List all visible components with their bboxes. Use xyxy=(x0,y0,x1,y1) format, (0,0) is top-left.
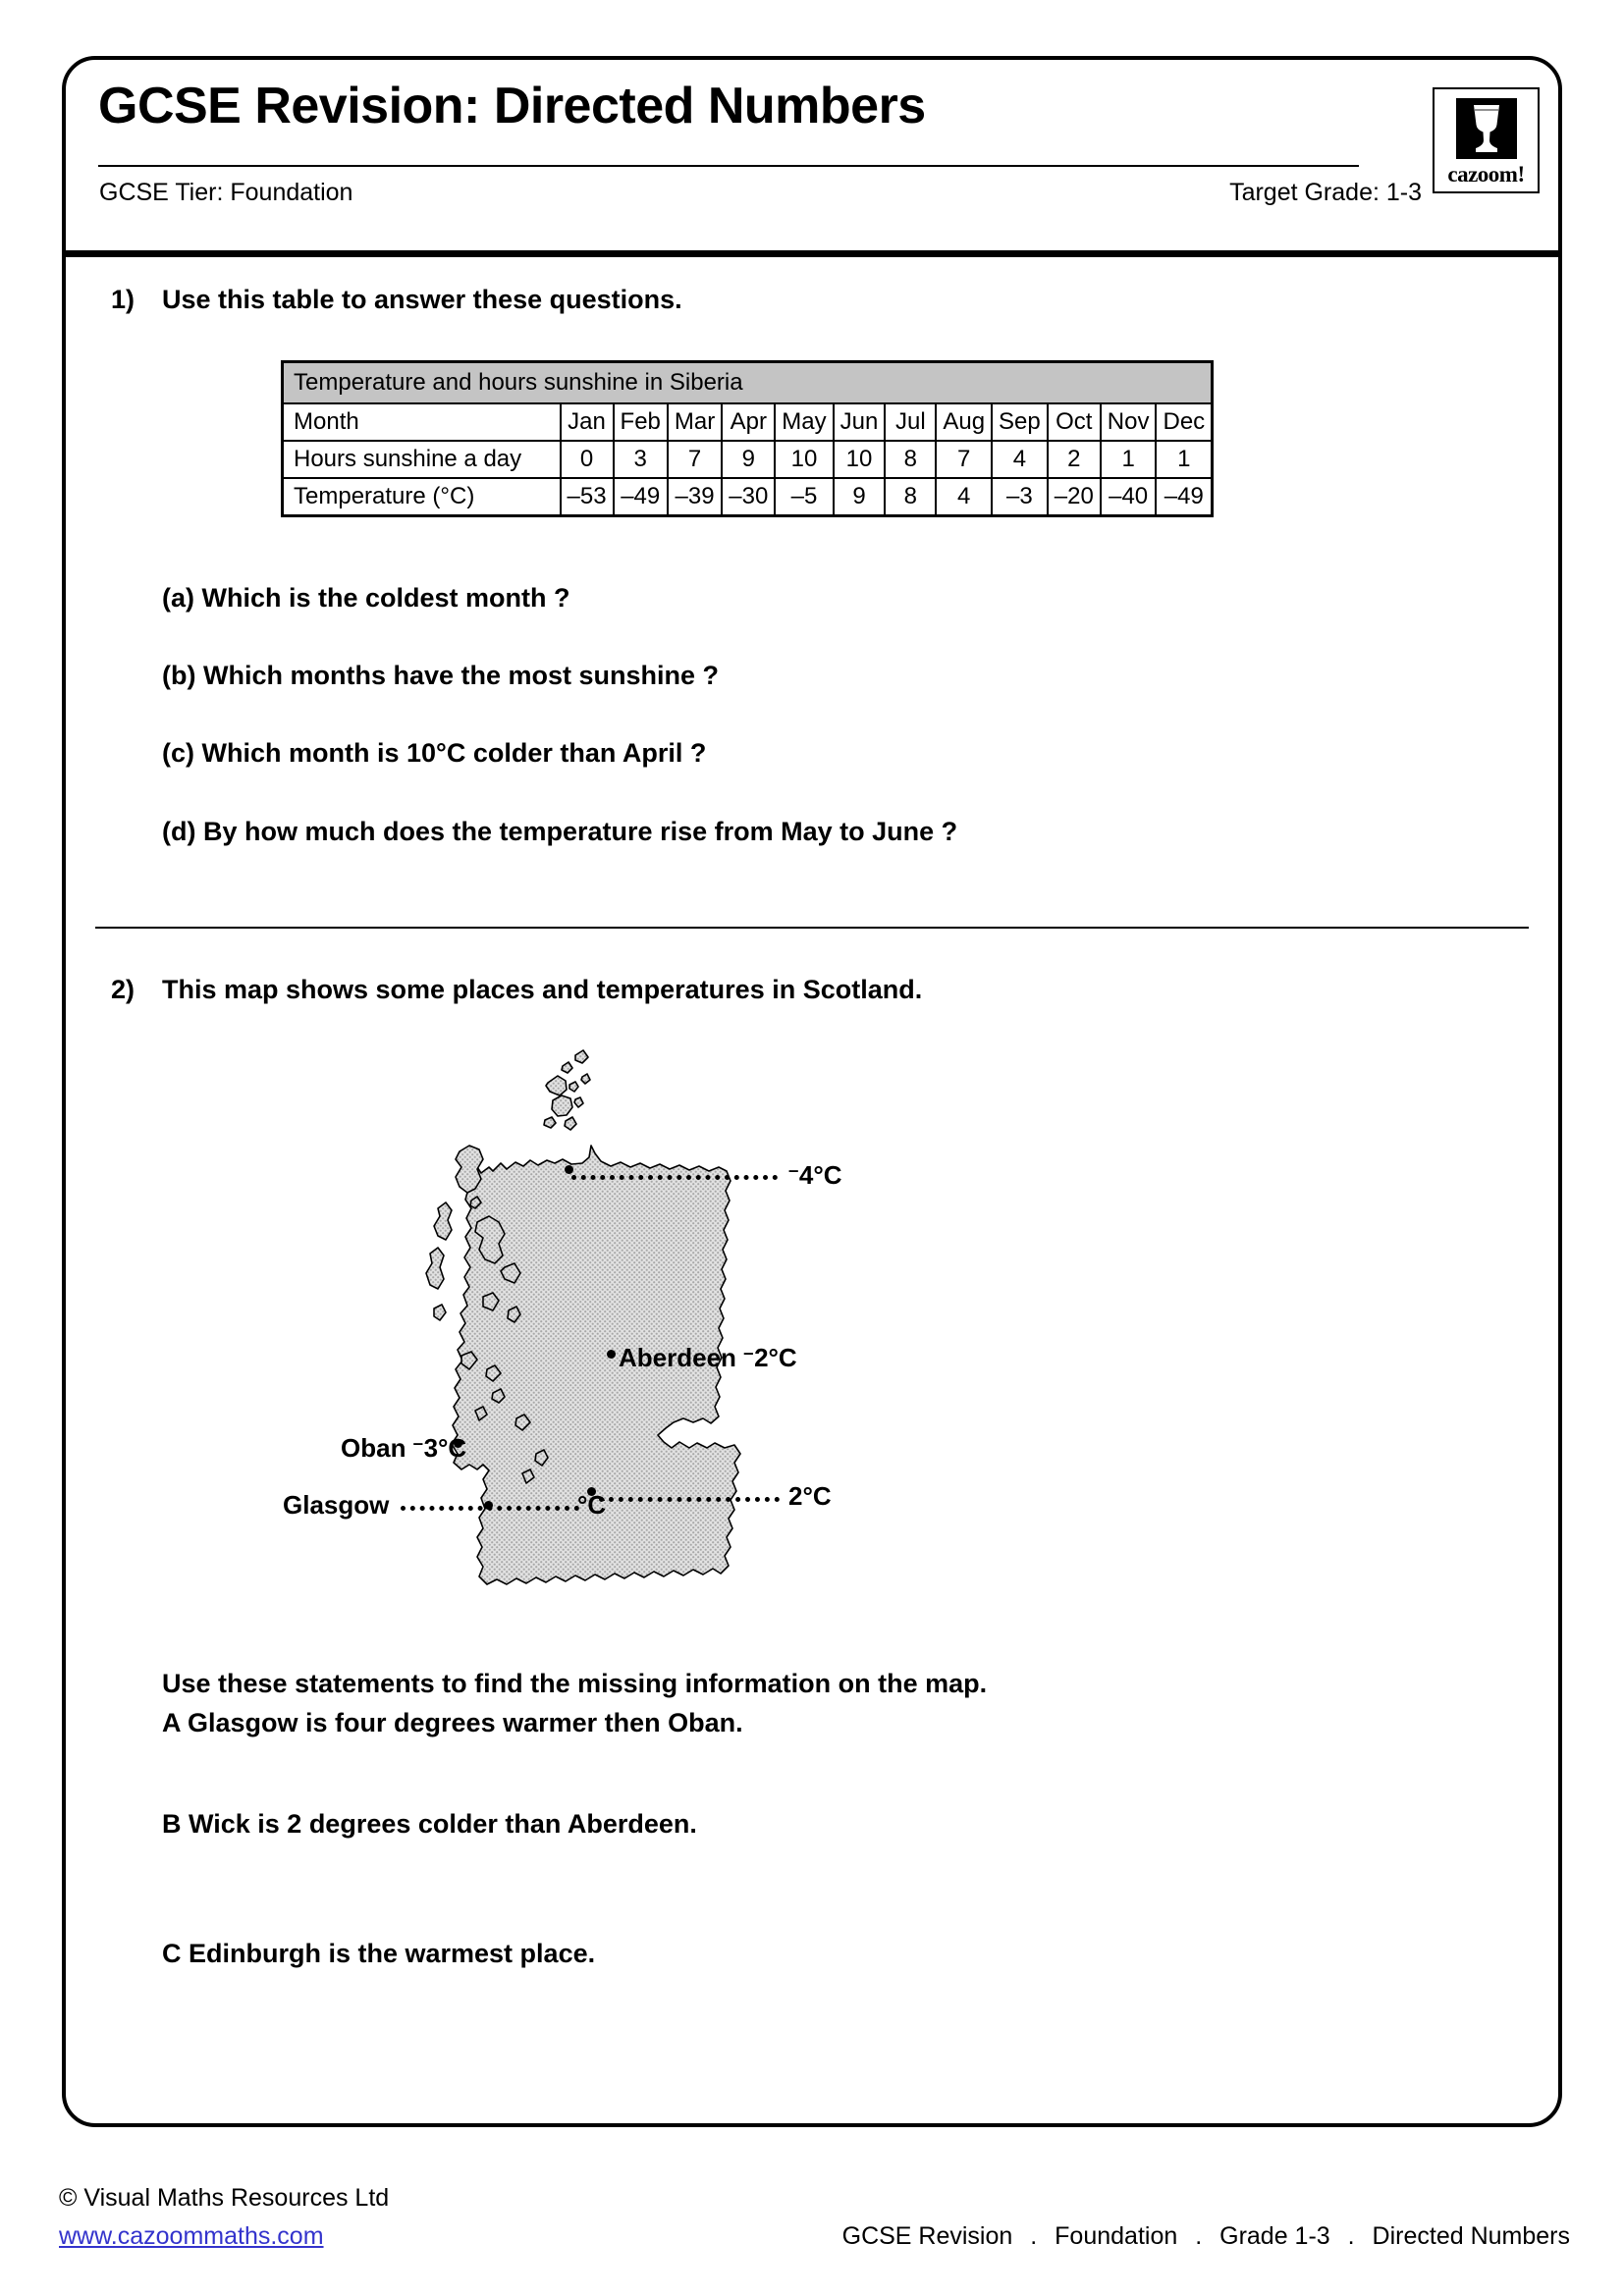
table-row xyxy=(283,403,1213,441)
question-2-number: 2) xyxy=(111,975,135,1004)
cazoom-wordmark: cazoom! xyxy=(1447,162,1525,187)
statement-b: B Wick is 2 degrees colder than Aberdeen. xyxy=(162,1809,697,1839)
month-cell: Feb xyxy=(614,403,668,441)
table-row xyxy=(283,441,1213,478)
map-temp-value: °C xyxy=(577,1490,607,1520)
temperature-cell: 8 xyxy=(885,478,936,516)
table-caption-row xyxy=(283,362,1213,403)
minus-sign: – xyxy=(788,1159,799,1180)
map-label-oban xyxy=(341,1434,466,1461)
title-divider xyxy=(98,165,1359,167)
map-place-name: Glasgow xyxy=(283,1490,390,1520)
siberia-table-container xyxy=(281,360,1214,517)
temperature-cell: –30 xyxy=(722,478,775,516)
sunshine-cell: 1 xyxy=(1156,441,1212,478)
row-label-hours-sunshine: Hours sunshine a day xyxy=(283,441,561,478)
temperature-cell: 9 xyxy=(834,478,886,516)
map-label-glasgow-unit xyxy=(577,1492,606,1518)
cazoom-logo xyxy=(1433,87,1540,193)
month-cell: Mar xyxy=(668,403,722,441)
breadcrumb-item: Directed Numbers xyxy=(1372,2222,1570,2250)
map-place-name: Oban xyxy=(341,1432,413,1463)
minus-sign: – xyxy=(412,1432,424,1453)
scotland-map-figure xyxy=(283,1026,1237,1625)
question-1-prompt: Use this table to answer these questions. xyxy=(162,285,682,314)
month-cell: Jul xyxy=(885,403,936,441)
map-label-aberdeen xyxy=(619,1344,797,1370)
breadcrumb-item: GCSE Revision xyxy=(841,2222,1013,2250)
table-row xyxy=(283,478,1213,516)
month-cell: Oct xyxy=(1048,403,1101,441)
worksheet-header xyxy=(62,56,1562,256)
map-label-edinburgh xyxy=(788,1483,832,1509)
statements-intro: Use these statements to find the missing information on the map. xyxy=(162,1669,988,1698)
sunshine-cell: 1 xyxy=(1101,441,1157,478)
section-divider xyxy=(95,927,1529,929)
siberia-data-table xyxy=(281,360,1214,517)
sunshine-cell: 2 xyxy=(1048,441,1101,478)
temperature-cell: –49 xyxy=(614,478,668,516)
sunshine-cell: 7 xyxy=(936,441,992,478)
temperature-cell: –39 xyxy=(668,478,722,516)
sunshine-cell: 10 xyxy=(834,441,886,478)
map-dot-aberdeen xyxy=(607,1350,616,1359)
sunshine-cell: 3 xyxy=(614,441,668,478)
question-1-part-a: (a) Which is the coldest month ? xyxy=(162,583,570,613)
temperature-cell: 4 xyxy=(936,478,992,516)
sunshine-cell: 8 xyxy=(885,441,936,478)
target-grade-label: Target Grade: 1-3 xyxy=(1229,179,1422,206)
month-cell: Jun xyxy=(834,403,886,441)
logo-black-square xyxy=(1456,98,1517,159)
month-cell: Aug xyxy=(936,403,992,441)
breadcrumb-separator: . xyxy=(1347,2222,1355,2250)
page-title: GCSE Revision: Directed Numbers xyxy=(98,78,926,134)
leader-line-wick xyxy=(571,1175,778,1180)
temperature-cell: –40 xyxy=(1101,478,1157,516)
statement-a: A Glasgow is four degrees warmer then Oban. xyxy=(162,1708,743,1737)
month-cell: Jan xyxy=(561,403,614,441)
map-dot-wick xyxy=(565,1165,573,1174)
breadcrumb-item: Foundation xyxy=(1055,2222,1178,2250)
tier-label: GCSE Tier: Foundation xyxy=(99,179,353,206)
map-label-wick xyxy=(788,1161,842,1188)
map-place-name: Aberdeen xyxy=(619,1342,744,1372)
map-temp-value: 4°C xyxy=(798,1159,842,1190)
header-bottom-divider xyxy=(62,250,1562,257)
footer-website-link[interactable]: www.cazoommaths.com xyxy=(59,2222,324,2250)
question-2-prompt: This map shows some places and temperatures in Scotland. xyxy=(162,975,923,1004)
scotland-map-svg xyxy=(422,1026,1237,1625)
temperature-cell: –5 xyxy=(775,478,833,516)
map-temp-value: 2°C xyxy=(788,1481,832,1511)
goblet-icon xyxy=(1470,103,1503,154)
question-1-part-d: (d) By how much does the temperature rise from May to June ? xyxy=(162,817,958,846)
month-cell: Nov xyxy=(1101,403,1157,441)
breadcrumb-separator: . xyxy=(1195,2222,1203,2250)
map-label-glasgow xyxy=(283,1492,389,1518)
question-1-part-b: (b) Which months have the most sunshine ? xyxy=(162,661,720,690)
row-label-temperature: Temperature (°C) xyxy=(283,478,561,516)
minus-sign: – xyxy=(743,1342,754,1362)
breadcrumb-item: Grade 1-3 xyxy=(1219,2222,1330,2250)
month-cell: Dec xyxy=(1156,403,1212,441)
sunshine-cell: 0 xyxy=(561,441,614,478)
temperature-cell: –53 xyxy=(561,478,614,516)
temperature-cell: –20 xyxy=(1048,478,1101,516)
month-cell: Apr xyxy=(722,403,775,441)
breadcrumb xyxy=(842,2222,1570,2251)
row-label-month: Month xyxy=(283,403,561,441)
breadcrumb-separator: . xyxy=(1030,2222,1038,2250)
table-caption: Temperature and hours sunshine in Siberia xyxy=(283,362,1213,403)
statement-c: C Edinburgh is the warmest place. xyxy=(162,1939,596,1968)
map-temp-value: 3°C xyxy=(423,1432,467,1463)
month-cell: May xyxy=(775,403,833,441)
footer-copyright: © Visual Maths Resources Ltd xyxy=(59,2184,390,2212)
question-1-number: 1) xyxy=(111,285,135,314)
temperature-cell: –3 xyxy=(992,478,1048,516)
temperature-cell: –49 xyxy=(1156,478,1212,516)
leader-line-edinburgh xyxy=(599,1497,780,1502)
map-temp-value: 2°C xyxy=(754,1342,797,1372)
sunshine-cell: 9 xyxy=(722,441,775,478)
month-cell: Sep xyxy=(992,403,1048,441)
sunshine-cell: 10 xyxy=(775,441,833,478)
map-dot-glasgow xyxy=(484,1501,493,1510)
sunshine-cell: 4 xyxy=(992,441,1048,478)
question-1-part-c: (c) Which month is 10°C colder than April ? xyxy=(162,738,707,768)
sunshine-cell: 7 xyxy=(668,441,722,478)
